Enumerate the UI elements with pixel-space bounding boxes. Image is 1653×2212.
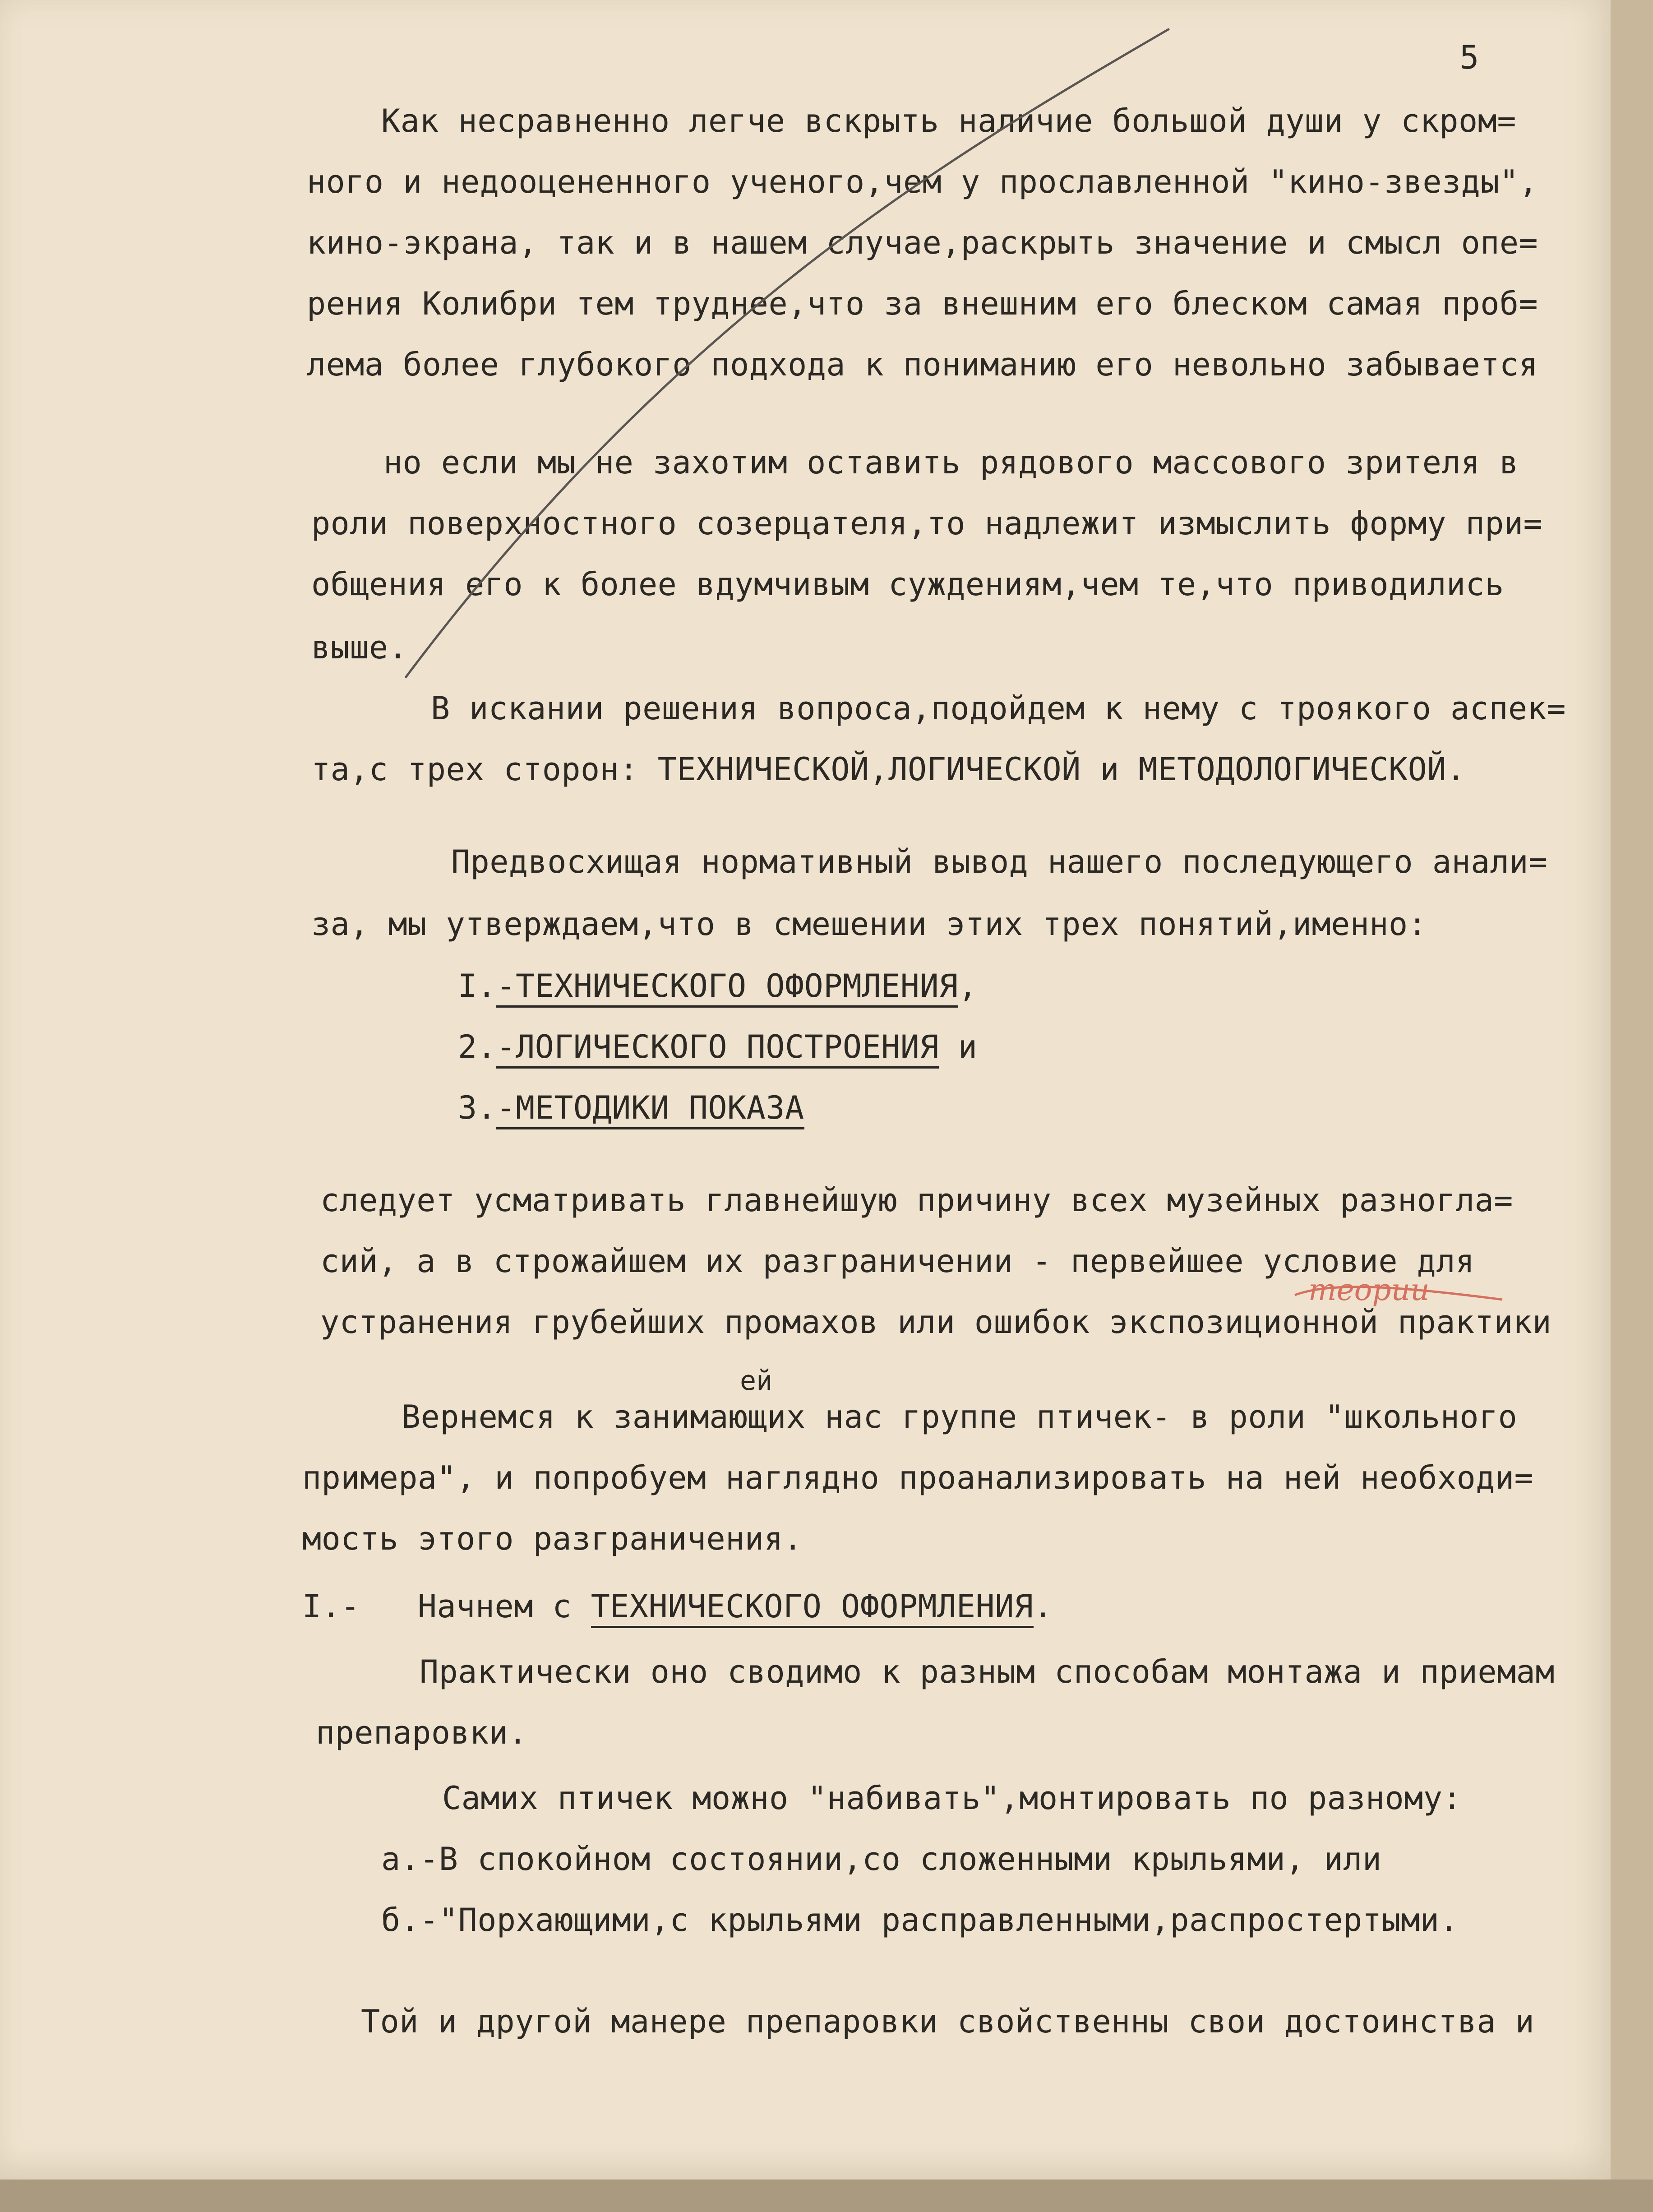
text-line: следует усматривать главнейшую причину всех музейных разногла= [320,1182,1513,1219]
text-line: но если мы не захотим оставить рядового массового зрителя в [383,444,1519,481]
text-line: а.-В спокойном состоянии,со сложенными крыльями, или [381,1841,1382,1878]
list-text: -МЕТОДИКИ ПОКАЗА [496,1089,804,1129]
list-number: I. [458,967,497,1004]
text-line: устранения грубейших промахов или ошибок экспозиционной практики [320,1304,1552,1341]
section-title: ТЕХНИЧЕСКОГО ОФОРМЛЕНИЯ [591,1588,1034,1628]
text-line: примера", и попробуем наглядно проанализировать на ней необходи= [302,1459,1534,1496]
text-line: В искании решения вопроса,подойдем к нему с троякого аспек= [431,690,1566,727]
section-prefix: Начнем с [417,1588,572,1625]
superscript-correction: ей [740,1365,773,1397]
text-line: та,с трех сторон: ТЕХНИЧЕСКОЙ,ЛОГИЧЕСКОЙ и МЕТОДОЛОГИЧЕСКОЙ. [311,751,1466,788]
text-line: Предвосхищая нормативный вывод нашего последующего анали= [451,843,1548,880]
text-line: Той и другой манере препаровки свойственны свои достоинства и [361,2003,1535,2040]
section-number: I.- [302,1588,360,1625]
text-line: Самих птичек можно "набивать",монтировать по разному: [442,1780,1462,1817]
page-number: 5 [1459,38,1479,76]
text-line: сий, а в строжайшем их разграничении - первейшее условие для [320,1243,1475,1280]
list-tail: , [958,967,978,1004]
text-line: Как несравненно легче вскрыть наличие большой души у скром= [381,102,1516,139]
pencil-underline [1295,1287,1502,1300]
list-tail: и [939,1028,978,1065]
list-number: 2. [458,1028,497,1065]
text-line: за, мы утверждаем,что в смешении этих трех понятий,именно: [311,906,1427,943]
list-text: -ЛОГИЧЕСКОГО ПОСТРОЕНИЯ [496,1028,939,1069]
text-line: выше. [311,629,408,666]
text-line: Вернемся к занимающих нас группе птичек- в роли "школьного [402,1398,1518,1435]
text-line: рения Колибри тем труднее,что за внешним его блеском самая проб= [307,285,1538,322]
text-line: Практически оно сводимо к разным способам монтажа и приемам [420,1653,1555,1690]
text-line: препаровки. [316,1714,528,1751]
section-tail: . [1033,1588,1053,1625]
text-line: кино-экрана, так и в нашем случае,раскрыть значение и смысл опе= [307,224,1538,261]
list-text: -ТЕХНИЧЕСКОГО ОФОРМЛЕНИЯ [496,967,958,1008]
text-line: роли поверхностного созерцателя,то надлежит измыслить форму при= [311,505,1543,542]
pencil-diagonal-line [406,29,1168,677]
text-line: общения его к более вдумчивым суждениям,чем те,что приводились [311,566,1504,603]
text-line: ного и недооцененного ученого,чем у прославленной "кино-звезды", [307,163,1538,200]
text-line: б.-"Порхающими,с крыльями расправленными,распростертыми. [381,1902,1459,1939]
text-line: лема более глубокого подхода к пониманию его невольно забывается [307,346,1538,383]
list-number: 3. [458,1089,497,1126]
pencil-annotation: теории [1308,1273,1430,1307]
text-line: мость этого разграничения. [302,1520,803,1557]
